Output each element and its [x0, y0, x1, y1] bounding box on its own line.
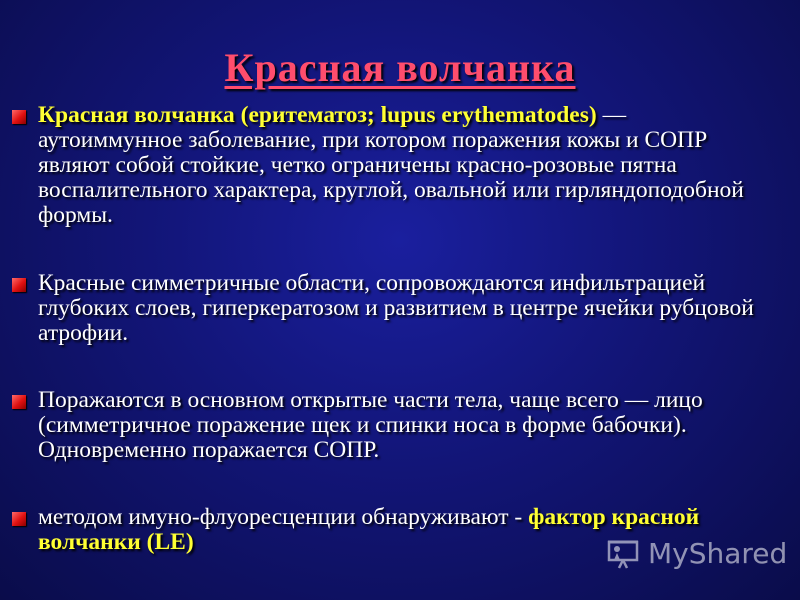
bullet-item — [12, 271, 762, 346]
bullet-body: Красные симметричные области, сопровождаются инфильтрацией глубоких слоев, гиперкератозом и развитием в центре ячейки рубцовой атрофии. — [38, 270, 754, 346]
bullet-item — [12, 388, 762, 463]
bullet-highlight: Красная волчанка (еритематоз; lupus erythematodes) — [38, 102, 597, 128]
bullet-square-icon — [12, 278, 26, 292]
bullet-body: — аутоиммунное заболевание, при котором поражения кожы и СОПР являют собой стойкие, четко ограничены красно-розовые пятна воспалительного характера, круглой, овальной или гирляндоподобной формы. — [38, 102, 744, 228]
bullet-highlight: фактор красной волчанки (LE) — [38, 504, 700, 555]
bullet-item — [12, 103, 762, 228]
bullet-square-icon — [12, 512, 26, 526]
bullet-body: методом имуно-флуоресценции обнаруживают - — [38, 504, 529, 530]
watermark-text: MyShared — [648, 536, 788, 570]
watermark — [606, 536, 787, 570]
slide-title: Красная волчанка — [224, 45, 576, 90]
bullet-text — [38, 103, 762, 228]
bullet-text — [38, 271, 762, 346]
bullet-square-icon — [12, 395, 26, 409]
presentation-board-icon — [606, 536, 640, 570]
bullet-text — [38, 388, 762, 463]
bullet-square-icon — [12, 110, 26, 124]
bullet-body: Поражаются в основном открытые части тела, чаще всего — лицо (симметричное поражение щек и спинки носа в форме бабочки). Одновременно поражается СОПР. — [38, 387, 703, 463]
